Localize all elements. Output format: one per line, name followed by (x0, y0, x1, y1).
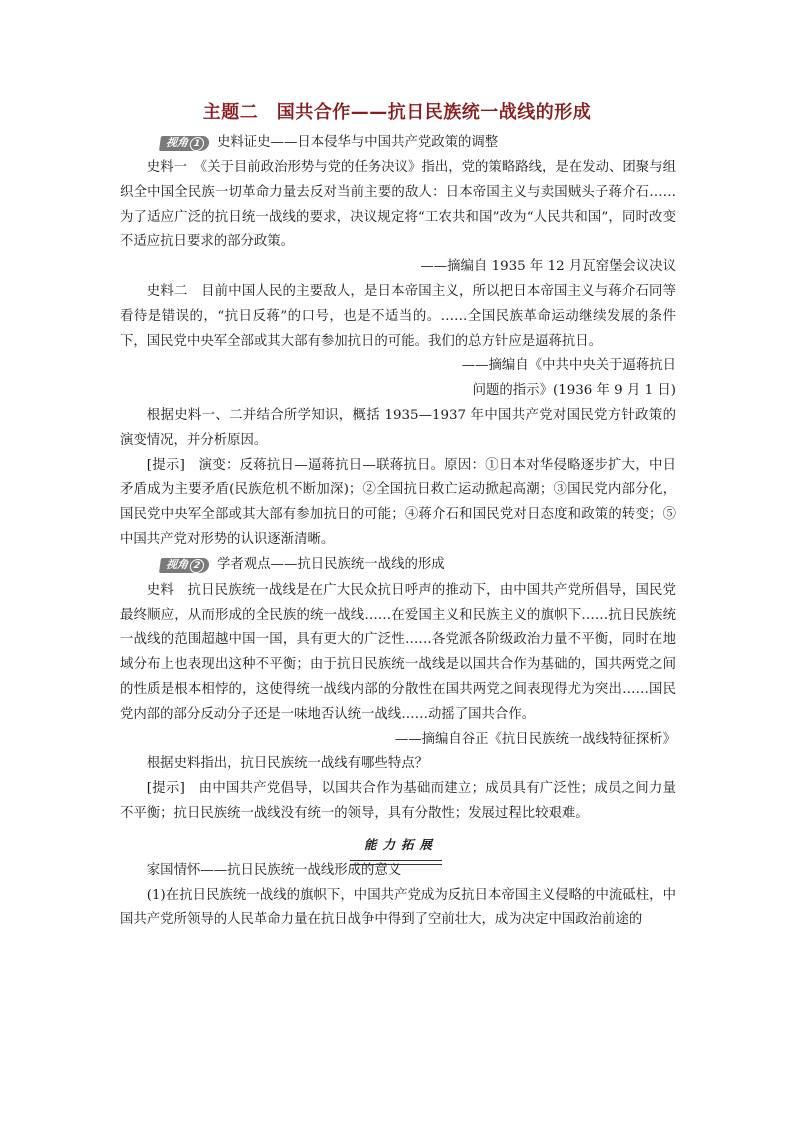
badge-label: 视角 (165, 558, 190, 572)
section-1-heading: 史料证史——日本侵华与中国共产党政策的调整 (217, 134, 499, 150)
badge-label: 视角 (165, 135, 190, 149)
perspective-badge-2 (159, 558, 210, 573)
section-2-citation: ——摘编自谷正《抗日民族统一战线特征探析》 (394, 731, 676, 747)
source-2-citation-line-1: ——摘编自《中共中央关于逼蒋抗日 (461, 358, 676, 374)
section-1-question: 根据史料一、二并结合所学知识，概括 1935—1937 年中国共产党对国民党方针政策的演变情况，并分析原因。 (120, 407, 676, 448)
perspective-badge-1 (159, 136, 210, 151)
ability-point-1: (1)在抗日民族统一战线的旗帜下，中国共产党成为反抗日本帝国主义侵略的中流砥柱，中国共产党所领导的人民革命力量在抗日战争中得到了空前壮大，成为决定中国政治前途的 (120, 887, 676, 928)
ability-heading: 家国情怀——抗日民族统一战线形成的意义 (146, 862, 402, 878)
source-2-citation-line-2: 问题的指示》(1936 年 9 月 1 日) (472, 383, 676, 399)
document-body (120, 130, 676, 933)
source-1-paragraph: 史料一 《关于目前政治形势与党的任务决议》指出，党的策略路线，是在发动、团聚与组织全中国全民族一切革命力量去反对当前主要的敌人：日本帝国主义与卖国贼头子蒋介石……为了适应广泛的抗日统一战线的要求，决议规定将“工农共和国”改为“人民共和国”，同时改变不适应抗日要求的部分政策。 (120, 160, 676, 250)
section-2-question: 根据史料指出，抗日民族统一战线有哪些特点？ (146, 756, 428, 772)
badge-number: 1 (189, 136, 205, 150)
section-2-heading-row (120, 553, 676, 579)
section-2-heading: 学者观点——抗日民族统一战线的形成 (217, 557, 445, 573)
section-1-hint: [提示] 演变：反蒋抗日—逼蒋抗日—联蒋抗日。原因：①日本对华侵略逐步扩大，中日矛盾成为主要矛盾(民族危机不断加深)；②全国抗日救亡运动掀起高潮；③国民党内部分化，国民党中央军全部或其大部有参加抗日的可能；④蒋介石和国民党对日态度和政策的转变；⑤中国共产党对形势的认识逐渐清晰。 (120, 457, 676, 547)
section-2-hint: [提示] 由中国共产党倡导，以国共合作为基础而建立；成员具有广泛性；成员之间力量不平衡；抗日民族统一战线没有统一的领导，具有分散性；发展过程比较艰难。 (120, 781, 676, 821)
ability-extension-label: 能力拓展 (358, 833, 438, 861)
section-2-source-paragraph: 史料 抗日民族统一战线是在广大民众抗日呼声的推动下，由中国共产党所倡导，国民党最终顺应，从而形成的全民族的统一战线……在爱国主义和民族主义的旗帜下……抗日民族统一战线的范围超越中国一国，具有更大的广泛性……各党派各阶级政治力量不平衡，同时在地域分布上也表现出这种不平衡；由于抗日民族统一战线是以国共合作为基础的，国共两党之间的性质是根本相悖的，这使得统一战线内部的分散性在国共两党之间表现得尤为突出……国民党内部的部分反动分子还是一味地否认统一战线……动摇了国共合作。 (120, 582, 676, 722)
source-1-citation: ——摘编自 1935 年 12 月瓦窑堡会议决议 (420, 259, 676, 275)
ability-extension-banner (120, 829, 676, 859)
source-2-paragraph: 史料二 目前中国人民的主要敌人，是日本帝国主义，所以把日本帝国主义与蒋介石同等看待是错误的，“抗日反蒋”的口号，也是不适当的。……全国民族革命运动继续发展的条件下，国民党中央军全部或其大部有参加抗日的可能。我们的总方针应是逼蒋抗日。 (120, 283, 676, 349)
section-1-heading-row (120, 130, 676, 156)
badge-number: 2 (189, 559, 205, 573)
page-title: 主题二 国共合作——抗日民族统一战线的形成 (202, 102, 592, 123)
